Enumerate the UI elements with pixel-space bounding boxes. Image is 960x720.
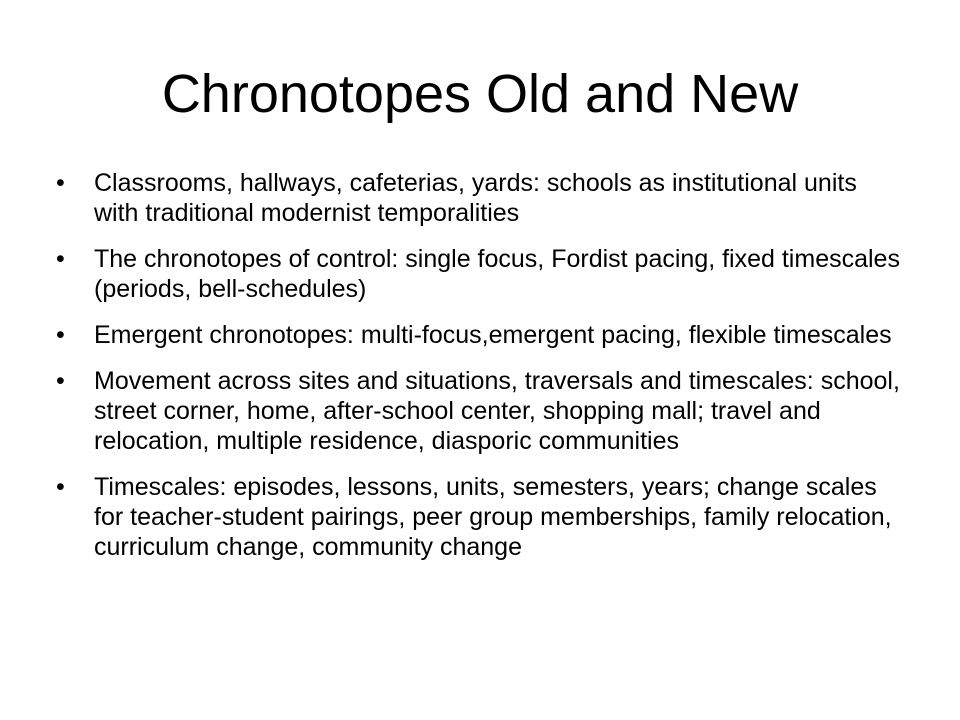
bullet-text: The chronotopes of control: single focus, Fordist pacing, fixed timescales (periods, bell-schedules) [94,245,900,303]
bullet-item-2 [56,244,906,304]
bullet-item-3 [56,320,906,350]
slide-title: Chronotopes Old and New [161,64,799,124]
bullet-text: Movement across sites and situations, traversals and timescales: school, street corner, home, after-school center, shopping mall; travel and relocation, multiple residence, diasporic communities [94,367,900,455]
bullet-icon: • [56,321,65,349]
bullet-list [56,168,906,578]
bullet-text: Emergent chronotopes: multi-focus,emergent pacing, flexible timescales [94,321,892,349]
bullet-item-1 [56,168,906,228]
bullet-item-5 [56,472,906,562]
bullet-text: Timescales: episodes, lessons, units, semesters, years; change scales for teacher-student pairings, peer group memberships, family relocation, curriculum change, community change [94,473,892,561]
bullet-icon: • [56,169,65,197]
bullet-icon: • [56,245,65,273]
bullet-icon: • [56,473,65,501]
bullet-item-4 [56,366,906,456]
bullet-icon: • [56,367,65,395]
bullet-text: Classrooms, hallways, cafeterias, yards: schools as institutional units with traditional modernist temporalities [94,169,857,227]
